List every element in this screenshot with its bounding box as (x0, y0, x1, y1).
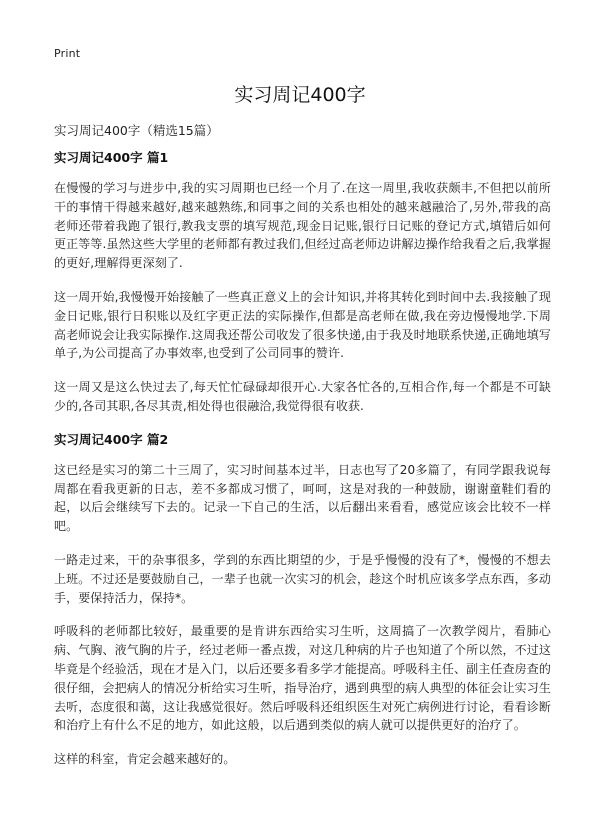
paragraph: 这一周又是这么快过去了,每天忙忙碌碌却很开心.大家各忙各的,互相合作,每一个都是不可缺少的,各司其职,各尽其责,相处得也很融洽,我觉得很有收获. (54, 380, 551, 413)
paragraph: 呼吸科的老师都比较好，最重要的是肯讲东西给实习生听，这周搞了一次教学阅片，看肺心病、气胸、液气胸的片子，经过老师一番点拨，对这几种病的片子也知道了个所以然，不过这毕竟是个经验活，现在才是入门，以后还要多看多学才能提高。呼吸科主任、副主任查房查的很仔细，会把病人的情况分析给实习生听，指导治疗，遇到典型的病人典型的体征会让实习生去听，态度很和蔼，这让我感觉很好。然后呼吸科还组织医生对死亡病例进行讨论，看看诊断和治疗上有什么不足的地方，如此这般，以后遇到类似的病人就可以提供更好的治疗了。 (54, 624, 551, 733)
paragraph: 在慢慢的学习与进步中,我的实习周期也已经一个月了.在这一周里,我收获颇丰,不但把以前所干的事情干得越来越好,越来越熟练,和同事之间的关系也相处的越来越融洽了,另外,带我的高老师还带着我跑了银行,教我支票的填写规范,现金日记账,银行日记账的登记方式,填错后如何更正等等.虽然这些大学里的老师都有教过我们,但经过高老师边讲解边操作给我看之后,我掌握的更好,理解得更深刻了. (54, 181, 551, 271)
article-body (54, 149, 551, 769)
section-heading: 实习周记400字 篇1 (54, 150, 169, 165)
paragraph: 这样的科室，肯定会越来越好的。 (54, 752, 236, 767)
paragraph: 一路走过来，干的杂事很多，学到的东西比期望的少，于是乎慢慢的没有了*，慢慢的不想去上班。不过还是要鼓励自己，一辈子也就一次实习的机会，趁这个时机应该多学点东西，多动手，要保持活力，保持*。 (54, 552, 551, 605)
paragraph: 这一周开始,我慢慢开始接触了一些真正意义上的会计知识,并将其转化到时间中去.我接触了现金日记账,银行日积账以及红字更正法的实际操作,但都是高老师在做,我在旁边慢慢地学.下周高老师说会让我实际操作.这周我还帮公司收发了很多快递,由于我及时地联系快递,正确地填写单子,为公司提高了办事效率,也受到了公司同事的赞许. (54, 289, 551, 361)
page-title: 实习周记400字 (234, 84, 366, 106)
print-label: Print (54, 47, 81, 60)
page-subtitle: 实习周记400字（精选15篇） (54, 123, 219, 138)
paragraph: 这已经是实习的第二十三周了，实习时间基本过半，日志也写了20多篇了，有同学跟我说每周都在看我更新的日志，差不多都成习惯了，呵呵，这是对我的一种鼓励，谢谢童鞋们看的起，以后会继续写下去的。记录一下自己的生活，以后翻出来看看，感觉应该会比较不一样吧。 (54, 462, 551, 534)
section-heading: 实习周记400字 篇2 (54, 431, 169, 447)
